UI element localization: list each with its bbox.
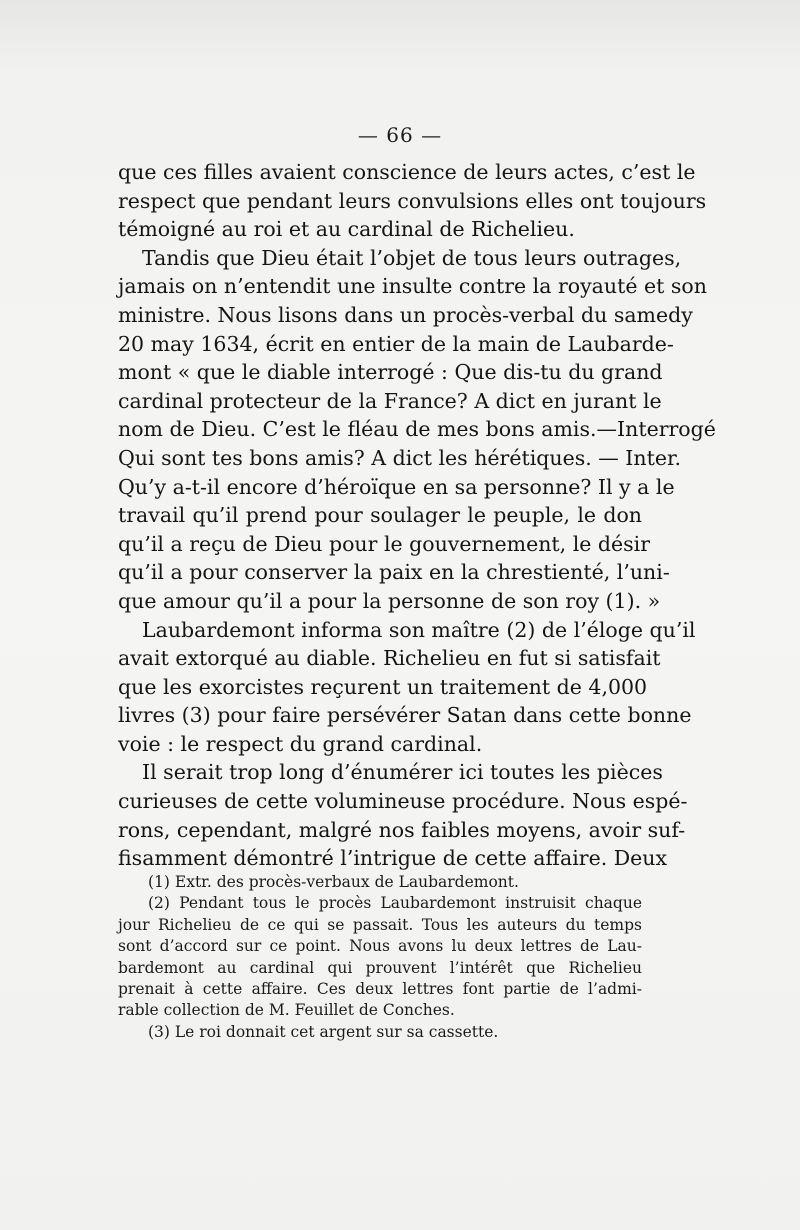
footnote-line: prenait à cette affaire. Ces deux lettres font partie de l’admi- [118, 979, 642, 998]
body-line: Tandis que Dieu était l’objet de tous leurs outrages, [142, 245, 682, 270]
body-line: livres (3) pour faire persévérer Satan dans cette bonne [118, 703, 692, 728]
body-line: travail qu’il prend pour soulager le peuple, le don [118, 503, 642, 528]
body-text [118, 158, 716, 873]
body-line: nom de Dieu. C’est le fléau de mes bons amis.—Interrogé [118, 417, 716, 442]
footnote-line: (3) Le roi donnait cet argent sur sa cassette. [148, 1022, 499, 1041]
footnote-line: (1) Extr. des procès-verbaux de Laubardemont. [148, 873, 519, 891]
body-line: que ces filles avaient conscience de leurs actes, c’est le [118, 160, 696, 184]
footnote-line: (2) Pendant tous le procès Laubardemont instruisit chaque [148, 894, 642, 913]
body-line: Il serait trop long d’énumérer ici toutes les pièces [142, 760, 663, 785]
body-line: mont « que le diable interrogé : Que dis-tu du grand [118, 360, 663, 385]
footnote-line: bardemont au cardinal qui prouvent l’intérêt que Richelieu [118, 958, 642, 977]
body-line: que amour qu’il a pour la personne de son roy (1). » [118, 588, 661, 613]
footnote-line: jour Richelieu de ce qui se passait. Tous les auteurs du temps [118, 915, 642, 934]
body-line: cardinal protecteur de la France? A dict en jurant le [118, 388, 662, 413]
footnote-line: rable collection de M. Feuillet de Conches. [118, 1001, 455, 1020]
body-line: respect que pendant leurs convulsions elles ont toujours [118, 188, 707, 213]
body-line: fisamment démontré l’intrigue de cette affaire. Deux [118, 846, 668, 871]
body-line: Qui sont tes bons amis? A dict les hérétiques. — Inter. [118, 445, 682, 470]
body-line: qu’il a reçu de Dieu pour le gouvernement, le désir [118, 531, 651, 556]
body-line: ministre. Nous lisons dans un procès-verbal du samedy [118, 302, 693, 327]
body-line: curieuses de cette volumineuse procédure. Nous espé- [118, 789, 688, 814]
body-line: Laubardemont informa son maître (2) de l’éloge qu’il [142, 617, 696, 642]
body-line: que les exorcistes reçurent un traitement de 4,000 [118, 674, 648, 699]
body-line: qu’il a pour conserver la paix en la chrestienté, l’uni- [118, 560, 670, 585]
body-line: Qu’y a-t-il encore d’héroïque en sa personne? Il y a le [118, 474, 675, 499]
body-line: témoigné au roi et au cardinal de Richelieu. [118, 217, 575, 242]
body-line: rons, cependant, malgré nos faibles moyens, avoir suf- [118, 817, 686, 842]
footnotes [118, 872, 642, 1043]
body-line: 20 may 1634, écrit en entier de la main de Laubarde- [118, 331, 674, 356]
body-line: jamais on n’entendit une insulte contre la royauté et son [118, 274, 707, 299]
page-number: — 66 — [357, 123, 443, 147]
body-line: voie : le respect du grand cardinal. [118, 731, 483, 756]
body-line: avait extorqué au diable. Richelieu en fut si satisfait [118, 646, 661, 671]
footnote-line: sont d’accord sur ce point. Nous avons lu deux lettres de Lau- [118, 937, 642, 956]
